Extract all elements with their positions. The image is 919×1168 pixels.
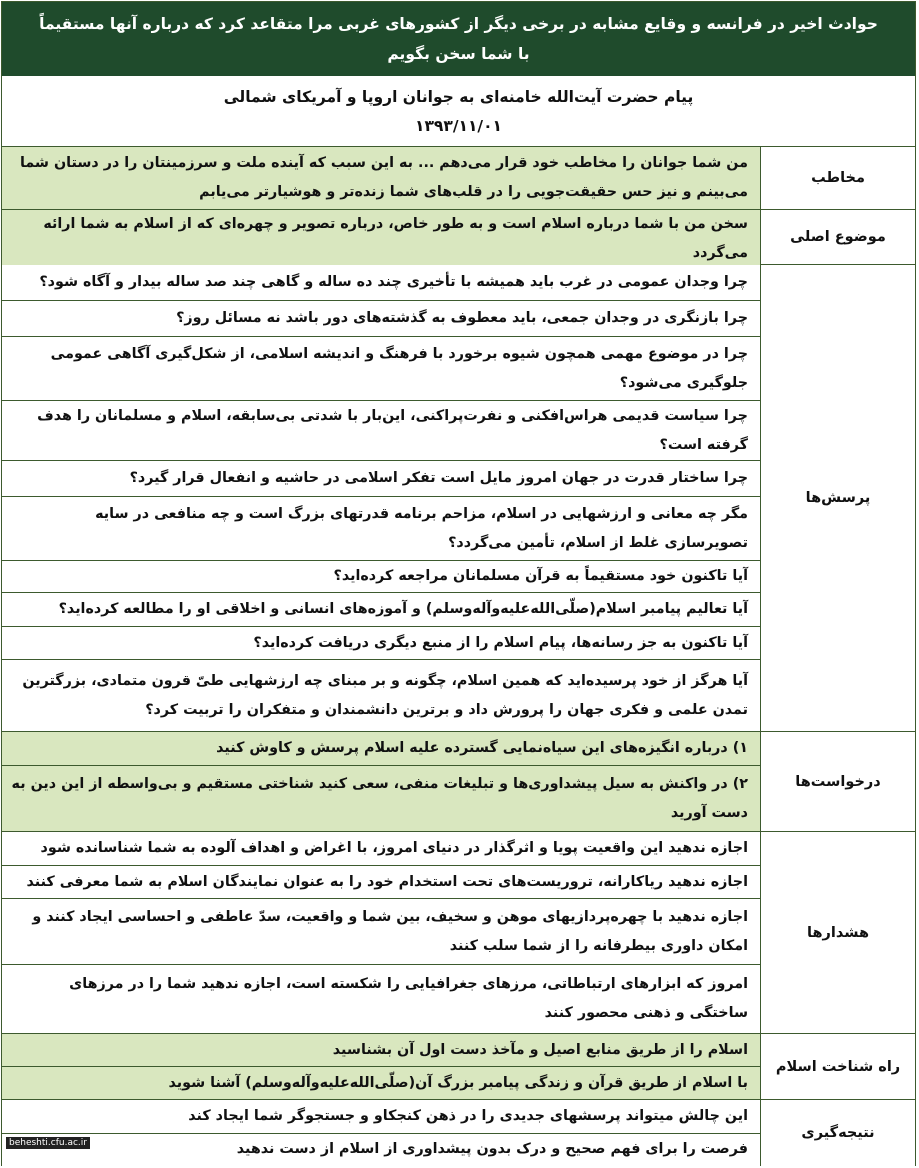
page-header [2, 2, 915, 76]
request-item: ۱) درباره انگیزه‌های این سیاه‌نمایی گسترده علیه اسلام پرسش و کاوش کنید [2, 732, 760, 766]
message-title-block [2, 78, 915, 147]
question-item: چرا وجدان عمومی در غرب باید همیشه با تأخیری چند ده ساله و گاهی چند صد ساله بیدار و آگاه شود؟ [2, 265, 760, 301]
message-date: ۱۳۹۳/۱۱/۰۱ [414, 117, 502, 135]
section-label-knowing: راه شناخت اسلام [760, 1034, 915, 1100]
section-label-audience: مخاطب [760, 147, 915, 210]
question-item: چرا بازنگری در وجدان جمعی، باید معطوف به گذشته‌های دور باشد نه مسائل روز؟ [2, 301, 760, 337]
section-label-warnings: هشدارها [760, 832, 915, 1034]
question-item: مگر چه معانی و ارزشهایی در اسلام، مزاحم برنامه قدرتهای بزرگ است و چه منافعی در سایه تصویرسازی غلط از اسلام، تأمین می‌گردد؟ [2, 497, 760, 561]
question-item: آیا تعالیم پیامبر اسلام(صلّی‌الله‌علیه‌وآله‌وسلم) و آموزه‌های انسانی و اخلاقی او را مطالعه کرده‌اید؟ [2, 593, 760, 627]
warning-item: اجازه ندهید ریاکارانه، تروریست‌های تحت استخدام خود را به عنوان نمایندگان اسلام به شما معرفی کنند [2, 866, 760, 899]
audience-text: من شما جوانان را مخاطب خود قرار می‌دهم ... به این سبب که آینده ملت و سرزمینتان را در دستان شما می‌بینم و نیز حس حقیقت‌جویی را در قلب‌های شما زنده‌تر و هوشیارتر می‌یابم [2, 147, 760, 210]
header-line-2: با شما سخن بگویم [387, 45, 530, 63]
section-knowing-islam [2, 1034, 915, 1100]
section-audience [2, 147, 915, 210]
question-item: آیا تاکنون خود مستقیماً به قرآن مسلمانان مراجعه کرده‌اید؟ [2, 561, 760, 593]
warning-item: اجازه ندهید با چهره‌پردازیهای موهن و سخیف، بین شما و واقعیت، سدّ عاطفی و احساسی ایجاد کنند و امکان داوری بیطرفانه را از شما سلب کنند [2, 899, 760, 965]
section-label-requests: درخواست‌ها [760, 732, 915, 832]
section-label-topic: موضوع اصلی [760, 210, 915, 265]
message-table [1, 1, 916, 1166]
section-label-questions: پرسش‌ها [760, 265, 915, 732]
warning-item: اجازه ندهید این واقعیت پویا و اثرگذار در دنیای امروز، با اغراض و اهداف آلوده به شما شناسانده شود [2, 832, 760, 866]
question-item: آیا تاکنون به جز رسانه‌ها، پیام اسلام را از منبع دیگری دریافت کرده‌اید؟ [2, 627, 760, 660]
warning-item: امروز که ابزارهای ارتباطاتی، مرزهای جغرافیایی را شکسته است، اجازه ندهید شما را در مرزهای ساختگی و ذهنی محصور کنند [2, 965, 760, 1034]
knowing-item: اسلام را از طریق منابع اصیل و مآخذ دست اول آن بشناسید [2, 1034, 760, 1067]
conclusion-item: فرصت را برای فهم صحیح و درک بدون پیشداوری از اسلام از دست ندهید [2, 1134, 760, 1167]
section-requests [2, 732, 915, 832]
request-item: ۲) در واکنش به سیل پیشداوری‌ها و تبلیغات منفی، سعی کنید شناختی مستقیم و بی‌واسطه از این دین به دست آورید [2, 766, 760, 832]
section-questions [2, 265, 915, 732]
section-warnings [2, 832, 915, 1034]
topic-text: سخن من با شما درباره اسلام است و به طور خاص، درباره تصویر و چهره‌ای که از اسلام به شما ارائه می‌گردد [2, 210, 760, 269]
message-title: پیام حضرت آیت‌الله خامنه‌ای به جوانان اروپا و آمریکای شمالی [223, 88, 694, 106]
question-item: چرا ساختار قدرت در جهان امروز مایل است تفکر اسلامی در حاشیه و انفعال قرار گیرد؟ [2, 461, 760, 497]
knowing-item: با اسلام از طریق قرآن و زندگی پیامبر بزرگ آن(صلّی‌الله‌علیه‌وآله‌وسلم) آشنا شوید [2, 1067, 760, 1100]
watermark-logo: beheshti.cfu.ac.ir [6, 1137, 90, 1149]
conclusion-item: این چالش میتواند پرسشهای جدیدی را در ذهن کنجکاو و جستجوگر شما ایجاد کند [2, 1100, 760, 1134]
header-line-1: حوادث اخیر در فرانسه و وقایع مشابه در برخی دیگر از کشورهای غربی مرا متقاعد کرد که درباره آنها مستقیماً [39, 15, 878, 33]
section-label-conclusion: نتیجه‌گیری [760, 1100, 915, 1166]
question-item: آیا هرگز از خود پرسیده‌اید که همین اسلام، چگونه و بر مبنای چه ارزشهایی طیّ قرون متمادی، بزرگترین تمدن علمی و فکری جهان را پرورش داد و برترین دانشمندان و متفکران را تربیت کرد؟ [2, 660, 760, 732]
section-topic [2, 210, 915, 265]
section-conclusion [2, 1100, 915, 1166]
question-item: چرا در موضوع مهمی همچون شیوه برخورد با فرهنگ و اندیشه اسلامی، از شکل‌گیری آگاهی عمومی جلوگیری می‌شود؟ [2, 337, 760, 401]
question-item: چرا سیاست قدیمی هراس‌افکنی و نفرت‌پراکنی، این‌بار با شدتی بی‌سابقه، اسلام و مسلمانان را هدف گرفته است؟ [2, 401, 760, 461]
